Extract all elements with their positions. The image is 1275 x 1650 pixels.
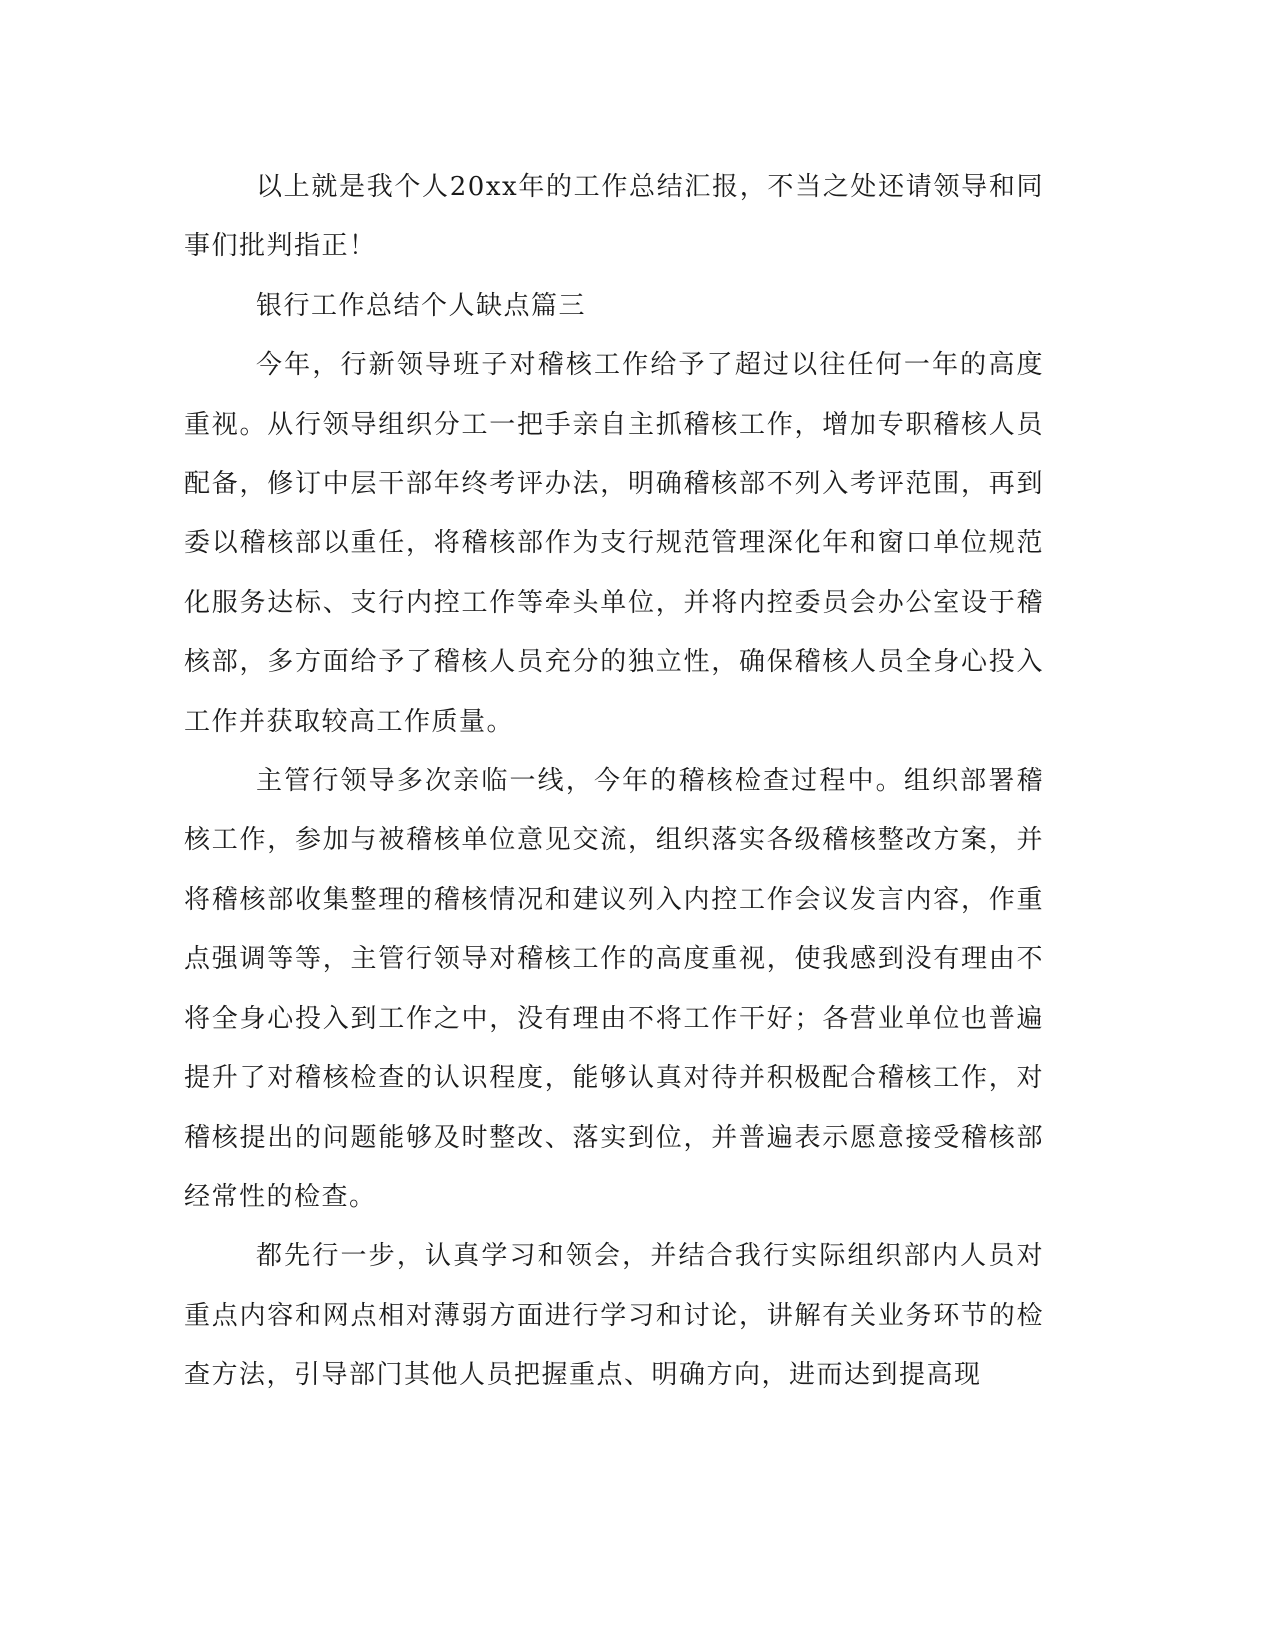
paragraph-leadership-attention: 今年，行新领导班子对稽核工作给予了超过以往任何一年的高度重视。从行领导组织分工一把手亲自主抓稽核工作，增加专职稽核人员配备，修订中层干部年终考评办法，明确稽核部不列入考评范围，再到委以稽核部以重任，将稽核部作为支行规范管理深化年和窗口单位规范化服务达标、支行内控工作等牵头单位，并将内控委员会办公室设于稽核部，多方面给予了稽核人员充分的独立性，确保稽核人员全身心投入工作并获取较高工作质量。 xyxy=(184,350,1044,737)
document-body xyxy=(184,158,1044,1406)
paragraph-closing-remarks: 以上就是我个人20xx年的工作总结汇报，不当之处还请领导和同事们批判指正！ xyxy=(184,172,1044,262)
paragraph-frontline-inspection: 主管行领导多次亲临一线，今年的稽核检查过程中。组织部署稽核工作，参加与被稽核单位意见交流，组织落实各级稽核整改方案，并将稽核部收集整理的稽核情况和建议列入内控工作会议发言内容，作重点强调等等，主管行领导对稽核工作的高度重视，使我感到没有理由不将全身心投入到工作之中，没有理由不将工作干好；各营业单位也普遍提升了对稽核检查的认识程度，能够认真对待并积极配合稽核工作，对稽核提出的问题能够及时整改、落实到位，并普遍表示愿意接受稽核部经常性的检查。 xyxy=(184,766,1044,1212)
paragraph-study-and-discussion: 都先行一步，认真学习和领会，并结合我行实际组织部内人员对重点内容和网点相对薄弱方面进行学习和讨论，讲解有关业务环节的检查方法，引导部门其他人员把握重点、明确方向，进而达到提高现 xyxy=(184,1241,1044,1391)
section-heading: 银行工作总结个人缺点篇三 xyxy=(256,290,587,321)
